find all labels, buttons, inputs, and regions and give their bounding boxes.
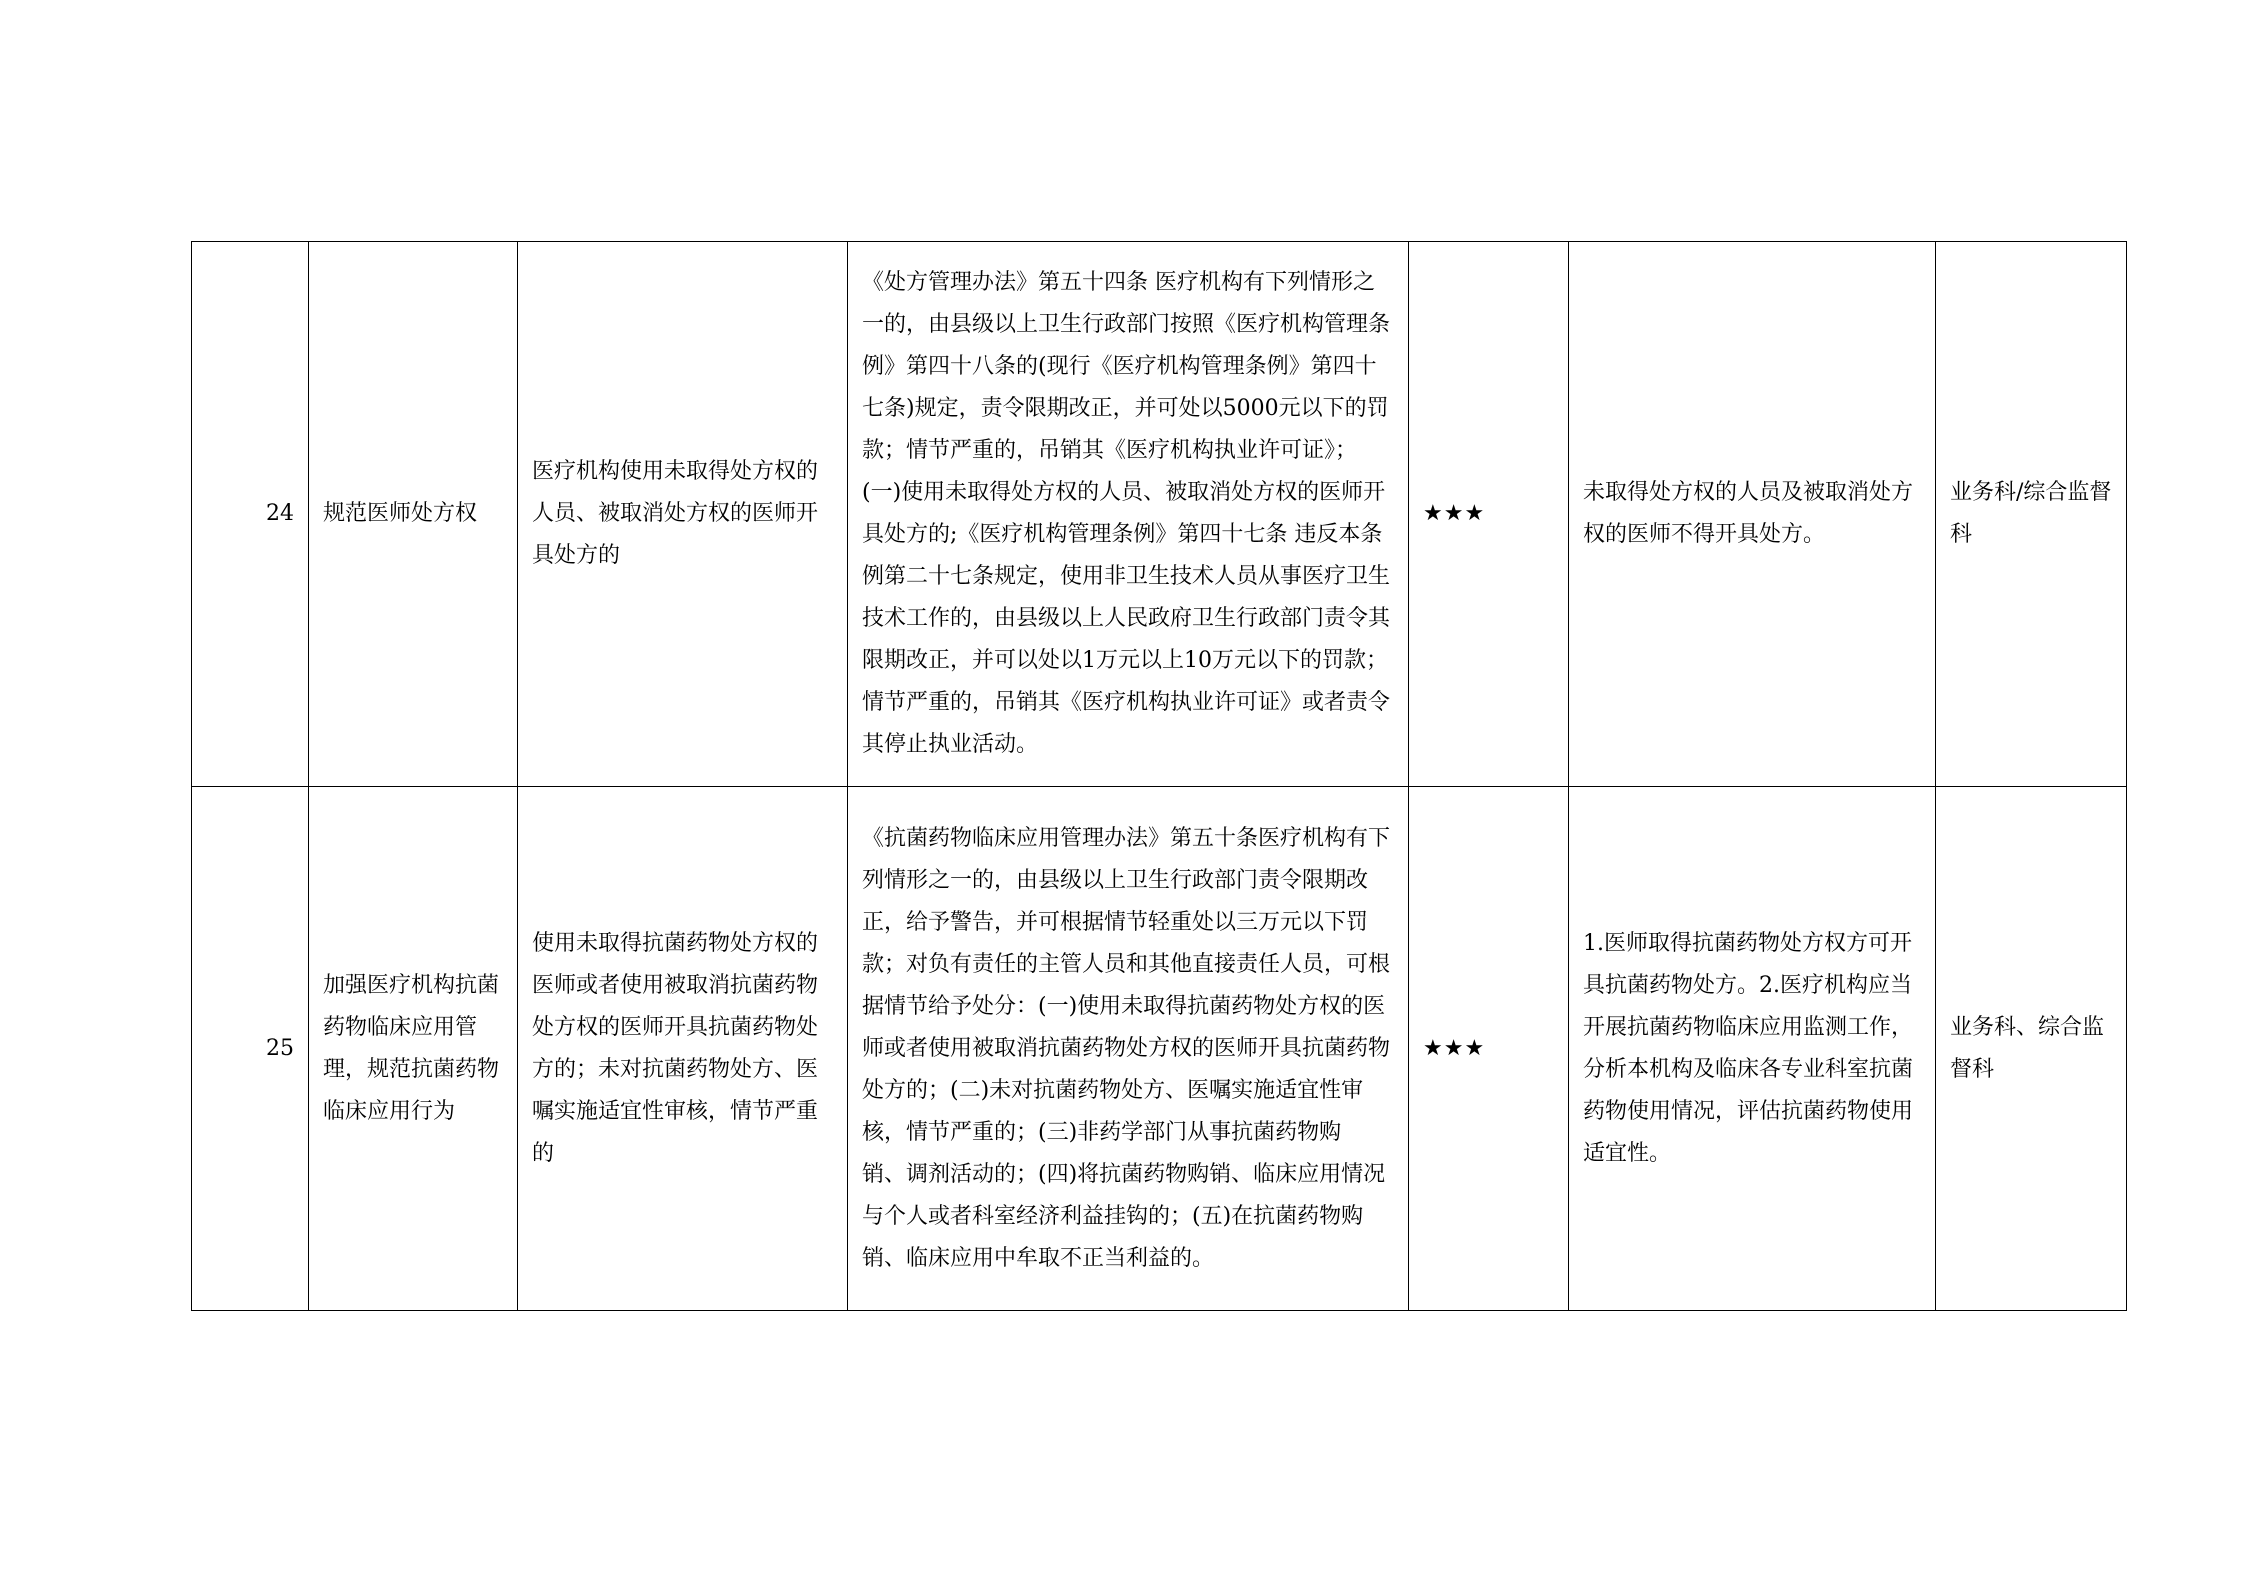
case-description: 使用未取得抗菌药物处方权的医师或者使用被取消抗菌药物处方权的医师开具抗菌药物处方的；未对抗菌药物处方、医嘱实施适宜性审核，情节严重的 — [518, 787, 848, 1311]
row-number: 25 — [192, 787, 309, 1311]
table-row — [192, 787, 2127, 1311]
responsible-department: 业务科、综合监督科 — [1936, 787, 2127, 1311]
legal-basis-paragraph: 《处方管理办法》第五十四条 医疗机构有下列情形之一的，由县级以上卫生行政部门按照《医疗机构管理条例》第四十八条的(现行《医疗机构管理条例》第四十七条)规定，责令限期改正，并可处以5000元以下的罚款；情节严重的，吊销其《医疗机构执业许可证》； — [862, 270, 1391, 463]
table-row — [192, 242, 2127, 787]
legal-basis-paragraph: (一)使用未取得处方权的人员、被取消处方权的医师开具处方的;《医疗机构管理条例》第四十七条 违反本条例第二十七条规定，使用非卫生技术人员从事医疗卫生技术工作的，由县级以上人民政府卫生行政部门责令其限期改正，并可以处以1万元以上10万元以下的罚款；情节严重的，吊销其《医疗机构执业许可证》或者责令其停止执业活动。 — [862, 480, 1391, 757]
legal-basis-paragraph: 《抗菌药物临床应用管理办法》第五十条医疗机构有下列情形之一的，由县级以上卫生行政部门责令限期改正，给予警告，并可根据情节轻重处以三万元以下罚款；对负有责任的主管人员和其他直接责任人员，可根据情节给予处分：(一)使用未取得抗菌药物处方权的医师或者使用被取消抗菌药物处方权的医师开具抗菌药物处方的；(二)未对抗菌药物处方、医嘱实施适宜性审核，情节严重的；(三)非药学部门从事抗菌药物购 — [862, 825, 1391, 1145]
compliance-requirement: 未取得处方权的人员及被取消处方权的医师不得开具处方。 — [1569, 242, 1936, 787]
item-name: 规范医师处方权 — [309, 242, 518, 787]
legal-basis — [848, 787, 1409, 1311]
regulation-table — [191, 241, 2127, 1311]
row-number: 24 — [192, 242, 309, 787]
legal-basis — [848, 242, 1409, 787]
responsible-department: 业务科/综合监督科 — [1936, 242, 2127, 787]
legal-basis-paragraph: 销、调剂活动的；(四)将抗菌药物购销、临床应用情况与个人或者科室经济利益挂钩的；(五)在抗菌药物购销、临床应用中牟取不正当利益的。 — [862, 1161, 1386, 1271]
case-description: 医疗机构使用未取得处方权的人员、被取消处方权的医师开具处方的 — [518, 242, 848, 787]
item-name: 加强医疗机构抗菌药物临床应用管理，规范抗菌药物临床应用行为 — [309, 787, 518, 1311]
risk-level-stars: ★★★ — [1409, 787, 1569, 1311]
compliance-requirement: 1.医师取得抗菌药物处方权方可开具抗菌药物处方。2.医疗机构应当开展抗菌药物临床应用监测工作，分析本机构及临床各专业科室抗菌药物使用情况，评估抗菌药物使用适宜性。 — [1569, 787, 1936, 1311]
risk-level-stars: ★★★ — [1409, 242, 1569, 787]
